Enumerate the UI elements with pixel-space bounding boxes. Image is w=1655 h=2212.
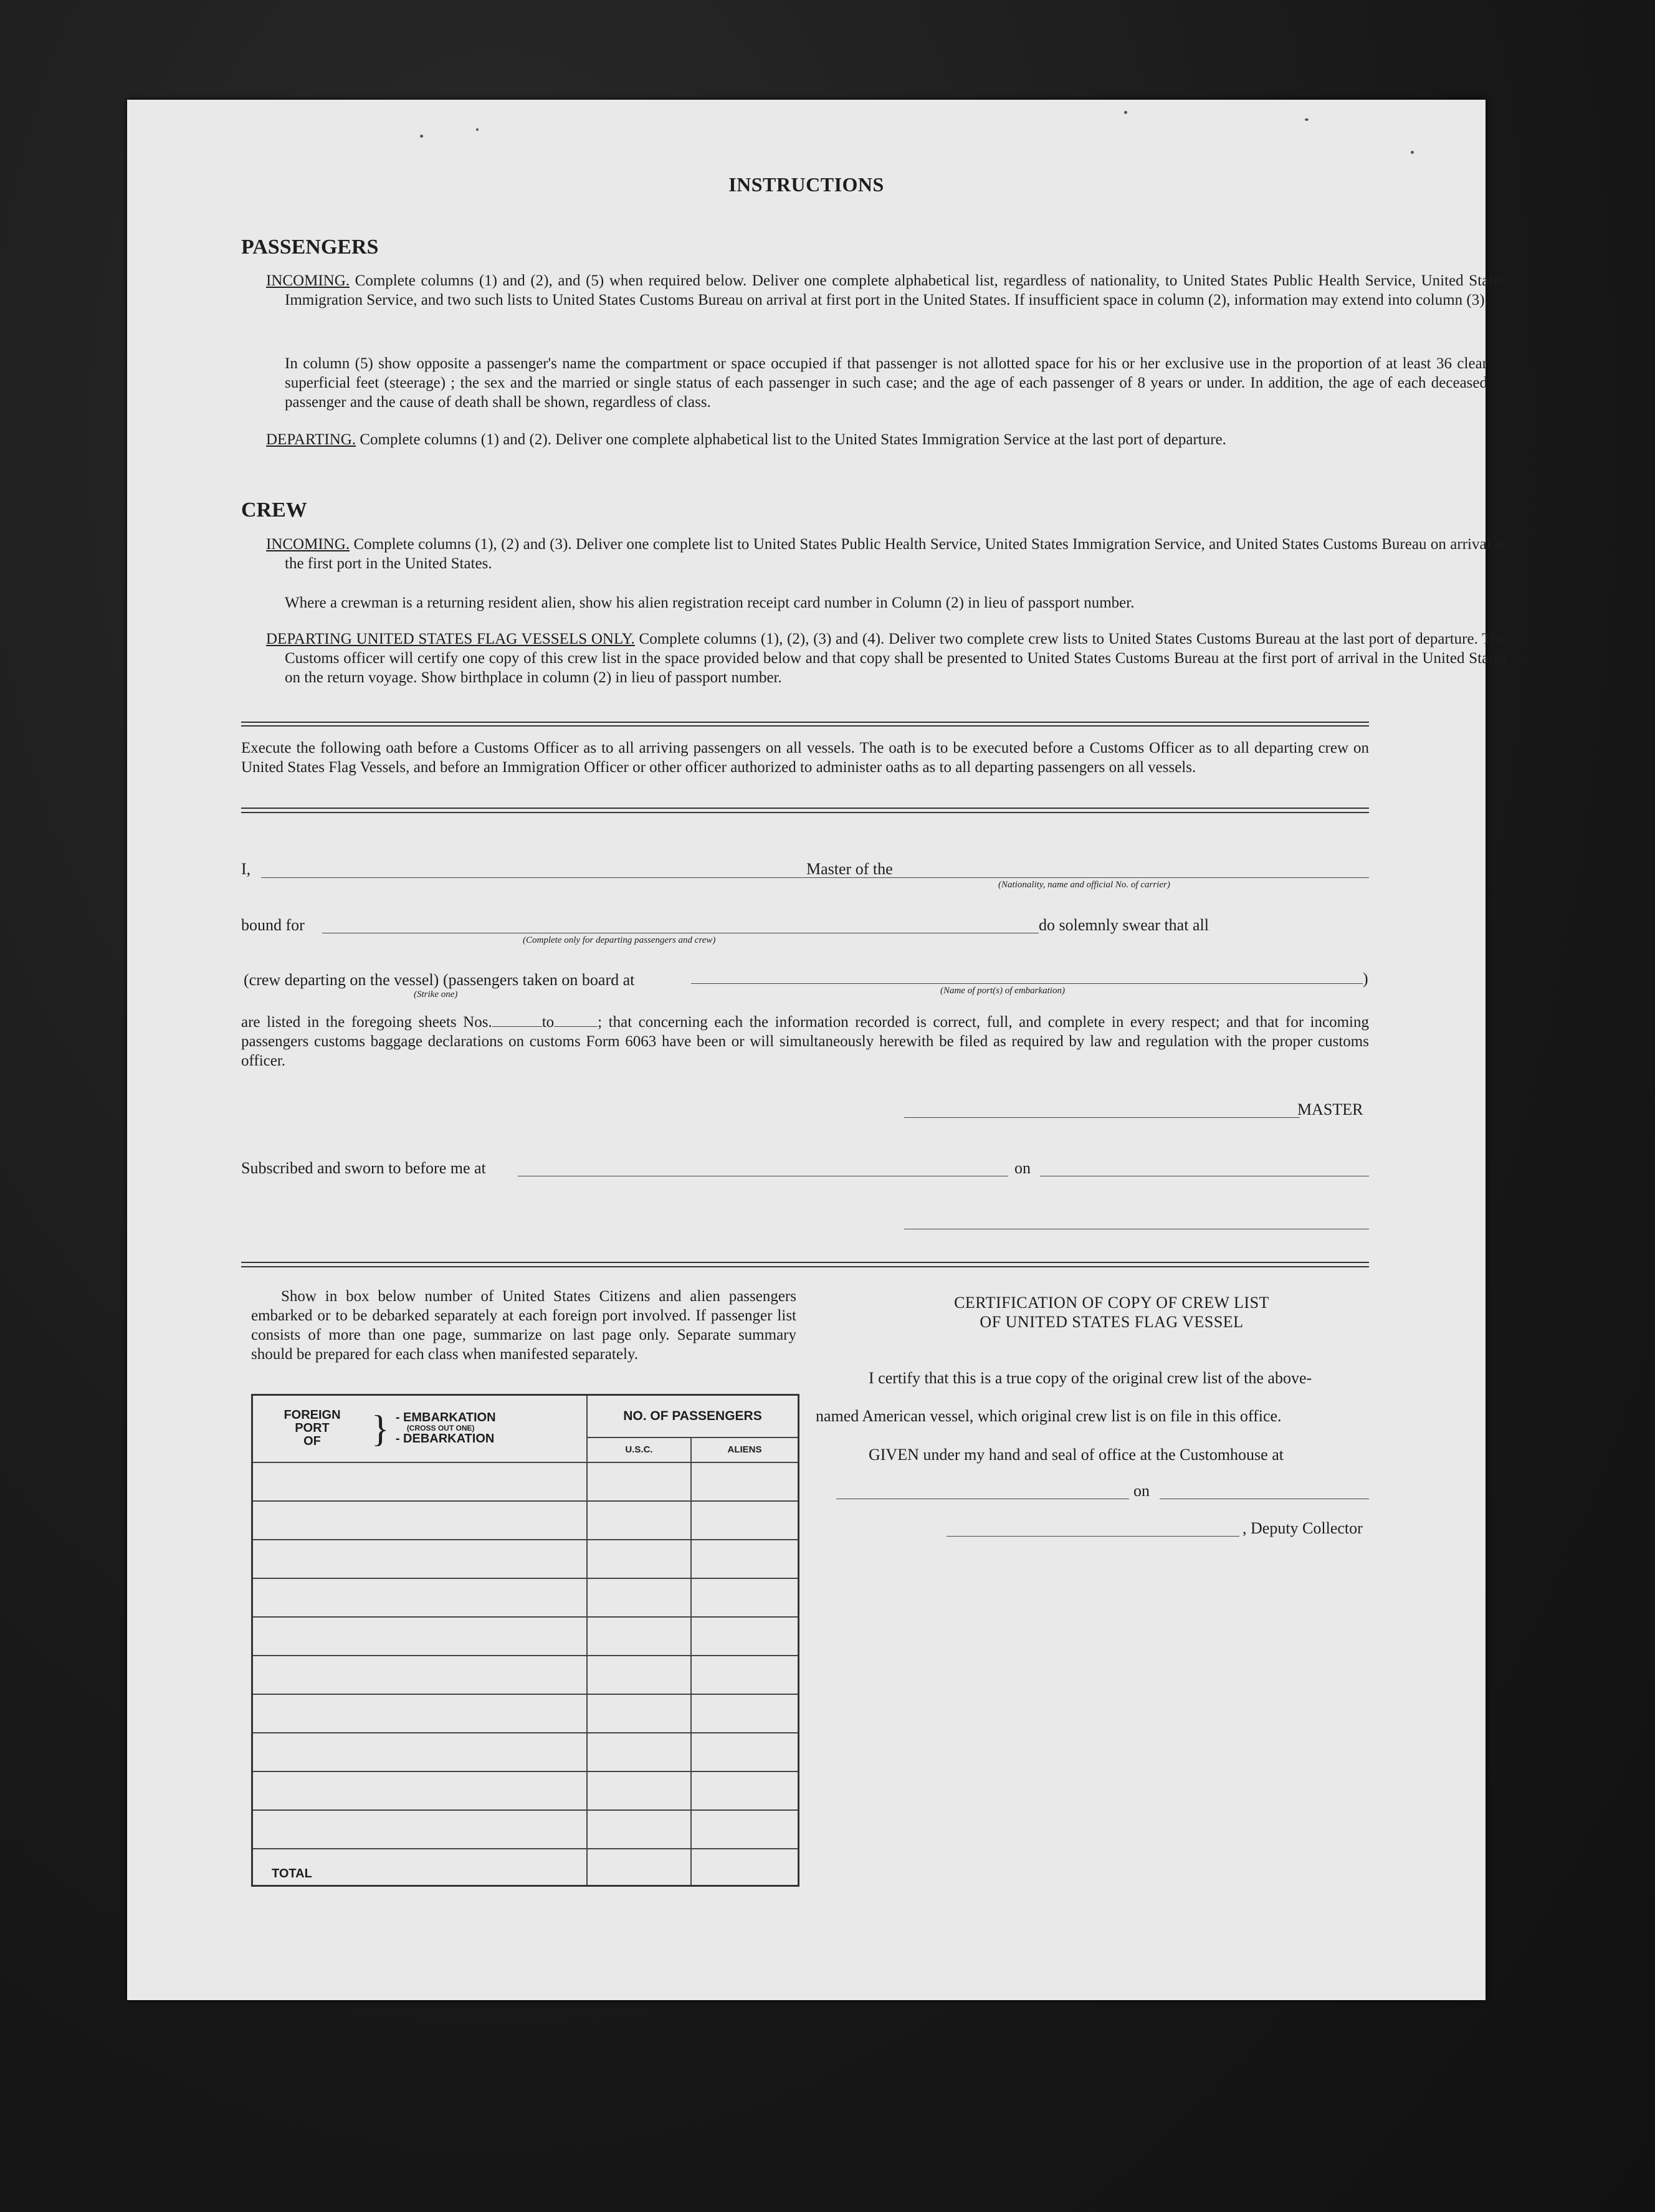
port-cell[interactable] xyxy=(252,1462,588,1501)
bound-for-label: bound for xyxy=(241,916,305,934)
crew-departing-paragraph xyxy=(266,629,1506,687)
certification-title-line1: CERTIFICATION OF COPY OF CREW LIST xyxy=(954,1294,1269,1312)
scan-speck xyxy=(1305,118,1309,121)
no-of-passengers-header: NO. OF PASSENGERS xyxy=(587,1395,799,1437)
header-foreign: FOREIGN xyxy=(284,1408,341,1423)
scan-speck xyxy=(1411,151,1414,154)
header-debarkation: - DEBARKATION xyxy=(395,1432,495,1446)
port-cell[interactable] xyxy=(252,1694,588,1733)
usc-cell[interactable] xyxy=(587,1617,691,1656)
summary-row xyxy=(252,1501,799,1540)
total-usc-cell[interactable] xyxy=(587,1849,691,1886)
master-of-the-label: Master of the xyxy=(806,860,893,878)
strike-line-label: (crew departing on the vessel) (passengers taken on board at xyxy=(244,971,635,989)
certification-title xyxy=(925,1293,1299,1332)
scan-speck xyxy=(420,135,423,138)
crew-heading: CREW xyxy=(241,498,307,522)
sheet-from-line[interactable] xyxy=(492,1026,542,1027)
usc-cell[interactable] xyxy=(587,1462,691,1501)
passengers-incoming-label: INCOMING. xyxy=(266,272,350,289)
header-cross-out: (CROSS OUT ONE) xyxy=(406,1424,475,1433)
listed-to: to xyxy=(541,1014,555,1031)
header-of: OF xyxy=(303,1434,321,1449)
passengers-incoming-paragraph xyxy=(266,271,1506,310)
section-divider xyxy=(241,1266,1369,1267)
scan-speck xyxy=(1124,111,1127,114)
summary-body xyxy=(252,1462,799,1849)
usc-cell[interactable] xyxy=(587,1501,691,1540)
port-cell[interactable] xyxy=(252,1733,588,1771)
section-divider xyxy=(241,725,1369,727)
deputy-collector-label: , Deputy Collector xyxy=(1242,1519,1363,1537)
subscribed-label: Subscribed and sworn to before me at xyxy=(241,1159,486,1177)
aliens-cell[interactable] xyxy=(691,1501,799,1540)
passengers-heading: PASSENGERS xyxy=(241,236,379,259)
certify-line1: I certify that this is a true copy of the original crew list of the above- xyxy=(869,1369,1312,1387)
port-cell[interactable] xyxy=(252,1810,588,1849)
aliens-cell[interactable] xyxy=(691,1771,799,1810)
master-signature-line[interactable] xyxy=(904,1117,1300,1118)
listed-part1: are listed in the foregoing sheets Nos. xyxy=(241,1014,492,1031)
usc-cell[interactable] xyxy=(587,1810,691,1849)
listed-part2: ; that concerning each the information recorded is correct, full, and complete in every respect; and that for incoming passengers customs baggage declarations on customs Form 6063 have been or will simultaneously herewith be filed as required by law and regulation with the proper customs officer. xyxy=(241,1014,1369,1069)
port-cell[interactable] xyxy=(252,1501,588,1540)
brace-symbol: } xyxy=(371,1408,389,1449)
summary-row xyxy=(252,1733,799,1771)
sheet-to-line[interactable] xyxy=(554,1026,598,1027)
aliens-cell[interactable] xyxy=(691,1578,799,1617)
summary-row xyxy=(252,1771,799,1810)
summary-row xyxy=(252,1462,799,1501)
usc-cell[interactable] xyxy=(587,1656,691,1694)
aliens-cell[interactable] xyxy=(691,1810,799,1849)
crew-incoming-text: Complete columns (1), (2) and (3). Deliver one complete list to United States Public Health Service, United States Immigration Service, and United States Customs Bureau on arrival at the first port in the United States. xyxy=(285,536,1507,572)
certification-title-line2: OF UNITED STATES FLAG VESSEL xyxy=(980,1313,1244,1331)
usc-cell[interactable] xyxy=(587,1771,691,1810)
swear-label: do solemnly swear that all xyxy=(1039,916,1209,934)
total-aliens-cell[interactable] xyxy=(691,1849,799,1886)
header-port: PORT xyxy=(295,1421,330,1436)
crew-resident-paragraph: Where a crewman is a returning resident alien, show his alien registration receipt card number in Column (2) in lieu of passport number. xyxy=(285,594,1135,611)
crew-incoming-paragraph xyxy=(266,535,1506,573)
given-line: GIVEN under my hand and seal of office at the Customhouse at xyxy=(869,1446,1284,1464)
usc-header: U.S.C. xyxy=(587,1437,691,1462)
crew-departing-text: Complete columns (1), (2), (3) and (4). Deliver two complete crew lists to United States Customs Bureau at the last port of departure. The Customs officer will certify one copy of this crew list in the space provided below and that copy shall be presented to United States Customs Bureau at the first port of arrival in the United States on the return voyage. Show birthplace in column (2) in lieu of passport number. xyxy=(285,631,1506,686)
header-embarkation: - EMBARKATION xyxy=(395,1411,496,1425)
aliens-cell[interactable] xyxy=(691,1617,799,1656)
passengers-column5-paragraph: In column (5) show opposite a passenger's name the compartment or space occupied if that passenger is not allotted space for his or her exclusive use in the proportion of at least 36 clear superficial feet (steerage) ; the sex and the married or single status of each passenger in such case; and the age of each passenger of 8 years or under. In addition, the age of each deceased passenger and the cause of death shall be shown, regardless of class. xyxy=(285,355,1487,411)
summary-row xyxy=(252,1540,799,1578)
summary-note: Show in box below number of United States Citizens and alien passengers embarked or to be debarked separately at each foreign port involved. If passenger list consists of more than one page, summarize on last page only. Separate summary should be prepared for each class when manifested separately. xyxy=(251,1288,796,1363)
aliens-cell[interactable] xyxy=(691,1733,799,1771)
document-page xyxy=(127,100,1507,2000)
passengers-departing-text: Complete columns (1) and (2). Deliver one complete alphabetical list to the United States Immigration Service at the last port of departure. xyxy=(360,431,1226,448)
passengers-departing-label: DEPARTING. xyxy=(266,431,356,448)
crew-departing-label: DEPARTING UNITED STATES FLAG VESSELS ONLY. xyxy=(266,631,635,647)
oath-intro-paragraph: Execute the following oath before a Customs Officer as to all arriving passengers on all vessels. The oath is to be executed before a Customs Officer as to all departing crew on United States Flag Vessels, and before an Immigration Officer or other officer authorized to administer oaths as to all departing passengers on all vessels. xyxy=(241,740,1369,776)
usc-cell[interactable] xyxy=(587,1694,691,1733)
aliens-cell[interactable] xyxy=(691,1656,799,1694)
certify-line2: named American vessel, which original crew list is on file in this office. xyxy=(816,1407,1282,1425)
summary-row xyxy=(252,1656,799,1694)
strike-one-caption: (Strike one) xyxy=(414,989,458,999)
passengers-incoming-text: Complete columns (1) and (2), and (5) when required below. Deliver one complete alphabetical list, regardless of nationality, to United States Public Health Service, United States Immigration Service, and two such lists to United States Customs Bureau on arrival at first port in the United States. If insufficient space in column (2), information may extend into column (3). xyxy=(285,272,1507,308)
page-title: INSTRUCTIONS xyxy=(728,173,884,196)
port-cell[interactable] xyxy=(252,1540,588,1578)
usc-cell[interactable] xyxy=(587,1540,691,1578)
port-cell[interactable] xyxy=(252,1578,588,1617)
listed-paragraph xyxy=(241,1013,1369,1070)
aliens-cell[interactable] xyxy=(691,1694,799,1733)
port-caption: (Name of port(s) of embarkation) xyxy=(940,986,1065,996)
aliens-cell[interactable] xyxy=(691,1462,799,1501)
section-divider xyxy=(241,1262,1369,1263)
section-divider xyxy=(241,808,1369,809)
aliens-cell[interactable] xyxy=(691,1540,799,1578)
section-divider xyxy=(241,722,1369,723)
port-cell[interactable] xyxy=(252,1771,588,1810)
scan-speck xyxy=(476,128,479,131)
passengers-departing-paragraph xyxy=(266,430,1506,449)
certification-on-label: on xyxy=(1133,1482,1150,1500)
summary-row xyxy=(252,1617,799,1656)
passenger-summary-table xyxy=(251,1394,799,1887)
summary-row xyxy=(252,1694,799,1733)
port-header-cell xyxy=(252,1395,588,1462)
port-cell[interactable] xyxy=(252,1617,588,1656)
carrier-line[interactable] xyxy=(906,877,1369,878)
master-label: MASTER xyxy=(1297,1100,1363,1118)
aliens-header: ALIENS xyxy=(691,1437,799,1462)
bound-for-caption: (Complete only for departing passengers and crew) xyxy=(523,935,716,945)
oath-i-label: I, xyxy=(241,860,251,878)
port-cell[interactable] xyxy=(252,1656,588,1694)
summary-row xyxy=(252,1578,799,1617)
carrier-caption: (Nationality, name and official No. of carrier) xyxy=(998,880,1170,890)
deputy-signature-line[interactable] xyxy=(947,1536,1239,1537)
usc-cell[interactable] xyxy=(587,1733,691,1771)
close-paren: ) xyxy=(1363,970,1368,988)
usc-cell[interactable] xyxy=(587,1578,691,1617)
section-divider xyxy=(241,812,1369,813)
sworn-on-label: on xyxy=(1014,1159,1031,1177)
crew-incoming-label: INCOMING. xyxy=(266,536,350,553)
summary-row xyxy=(252,1810,799,1849)
port-of-embarkation-line[interactable] xyxy=(691,983,1363,984)
total-label: TOTAL xyxy=(252,1849,588,1886)
